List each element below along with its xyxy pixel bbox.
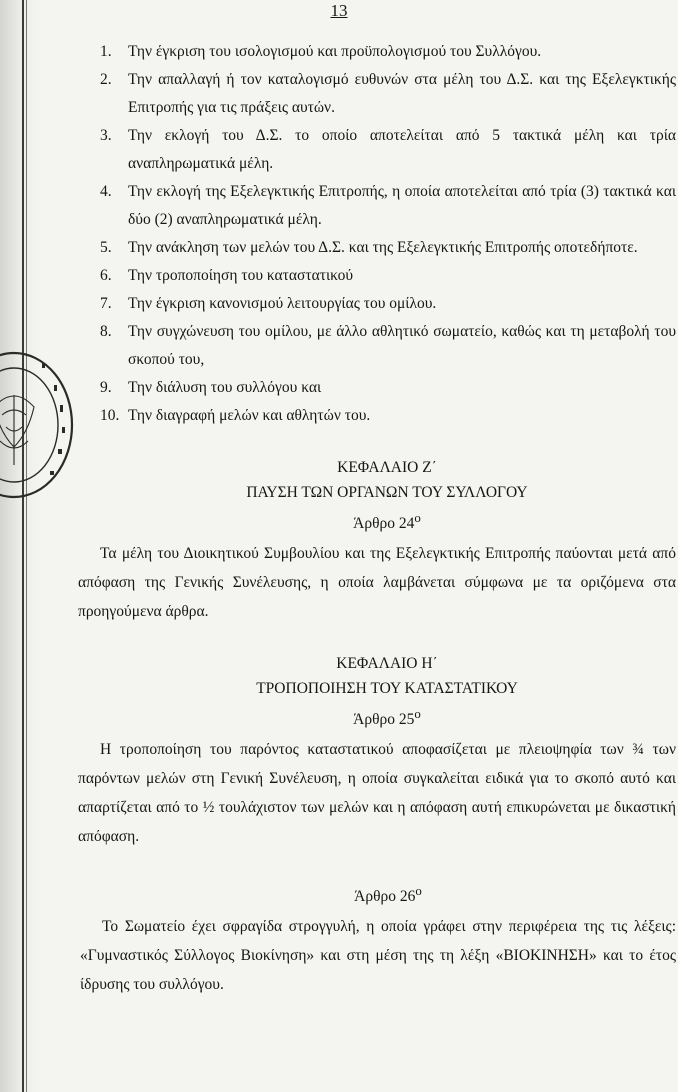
list-item-number: 7. [100, 295, 112, 312]
list-item-text: Την συγχώνευση του ομίλου, με άλλο αθλητικό σωματείο, καθώς και τη μεταβολή του σκοπού του, [128, 323, 676, 368]
article-heading [98, 701, 676, 732]
list-item-text: Την τροποποίηση του καταστατικού [128, 267, 354, 284]
article-label: Άρθρο 24 [353, 515, 415, 533]
article-heading [100, 878, 676, 909]
list-item [100, 178, 676, 234]
article-ordinal: ο [414, 706, 421, 722]
margin-rule-inner [26, 0, 27, 1092]
list-item-number: 3. [100, 127, 112, 144]
list-item-number: 10. [100, 407, 120, 424]
article-text: Τα μέλη του Διοικητικού Συμβουλίου και της Εξελεγκτικής Επιτροπής παύονται μετά από απόφαση της Γενικής Συνέλευσης, η οποία λαμβάνεται σύμφωνα με τα οριζόμενα στα προηγούμενα άρθρα. [78, 545, 676, 621]
seal-stamp-icon [0, 345, 82, 505]
list-item-number: 8. [100, 323, 112, 340]
numbered-list [100, 38, 676, 430]
list-item-text: Την έγκριση κανονισμού λειτουργίας του ομίλου. [128, 295, 437, 312]
list-item-text: Την απαλλαγή ή τον καταλογισμό ευθυνών στα μέλη του Δ.Σ. και της Εξελεγκτικής Επιτροπής για τις πράξεις αυτών. [128, 71, 676, 116]
list-item-number: 9. [100, 379, 112, 396]
chapter-title: ΤΡΟΠΟΠΟΙΗΣΗ ΤΟΥ ΚΑΤΑΣΤΑΤΙΚΟΥ [256, 680, 518, 698]
list-item-text: Την διαγραφή μελών και αθλητών του. [128, 407, 371, 424]
list-item [100, 290, 676, 318]
list-item-text: Την έγκριση του ισολογισμού και προϋπολογισμού του Συλλόγου. [128, 43, 542, 60]
list-item-number: 2. [100, 71, 112, 88]
document-body [78, 38, 676, 1015]
list-item-text: Την εκλογή της Εξελεγκτικής Επιτροπής, η οποία αποτελείται από τρία (3) τακτικά και δύο (2) αναπληρωματικά μέλη. [128, 183, 676, 228]
chapter-heading: ΚΕΦΑΛΑΙΟ Ζ΄ [337, 459, 437, 476]
list-item [100, 66, 676, 122]
list-item-text: Την διάλυση του συλλόγου και [128, 379, 322, 396]
article-label: Άρθρο 26 [354, 888, 416, 906]
list-item-number: 1. [100, 43, 112, 60]
list-item [100, 318, 676, 374]
list-item [100, 402, 676, 430]
list-item [100, 374, 676, 402]
article-26 [80, 878, 676, 999]
binding-shadow [0, 0, 40, 1092]
article-text: Η τροποποίηση του παρόντος καταστατικού αποφασίζεται με πλειοψηφία των ¾ των παρόντων μελών στη Γενική Συνέλευση, η οποία συγκαλείται ειδικά για το σκοπό αυτό και απαρτίζεται από το ½ τουλάχιστον των μελών και η απόφαση αυτή επικυρώνεται με δικαστική απόφαση. [78, 741, 676, 846]
page-number: 13 [330, 1, 348, 20]
chapter-title: ΠΑΥΣΗ ΤΩΝ ΟΡΓΑΝΩΝ ΤΟΥ ΣΥΛΛΟΓΟΥ [246, 484, 528, 501]
list-item [100, 234, 676, 262]
article-heading [98, 505, 676, 536]
list-item [100, 122, 676, 178]
list-item-number: 4. [100, 183, 112, 200]
list-item-text: Την ανάκληση των μελών του Δ.Σ. και της Εξελεγκτικής Επιτροπής οποτεδήποτε. [128, 239, 638, 256]
chapter-h [78, 651, 676, 851]
article-ordinal: ο [414, 510, 421, 525]
list-item-number: 6. [100, 267, 112, 284]
list-item [100, 262, 676, 290]
article-ordinal: ο [415, 883, 422, 899]
list-item-number: 5. [100, 239, 112, 256]
list-item [100, 38, 676, 66]
article-text: Το Σωματείο έχει σφραγίδα στρογγυλή, η οποία γράφει στην περιφέρεια της τις λέξεις: «Γυμναστικός Σύλλογος Βιοκίνηση» και στη μέση της τη λέξη «ΒΙΟΚΙΝΗΣΗ» και το έτος ίδρυσης του συλλόγου. [80, 918, 676, 994]
chapter-z [78, 455, 676, 626]
article-label: Άρθρο 25 [353, 711, 415, 729]
chapter-heading: ΚΕΦΑΛΑΙΟ Η΄ [336, 655, 438, 673]
list-item-text: Την εκλογή του Δ.Σ. το οποίο αποτελείται από 5 τακτικά μέλη και τρία αναπληρωματικά μέλη. [128, 127, 676, 172]
margin-rule [22, 0, 24, 1092]
